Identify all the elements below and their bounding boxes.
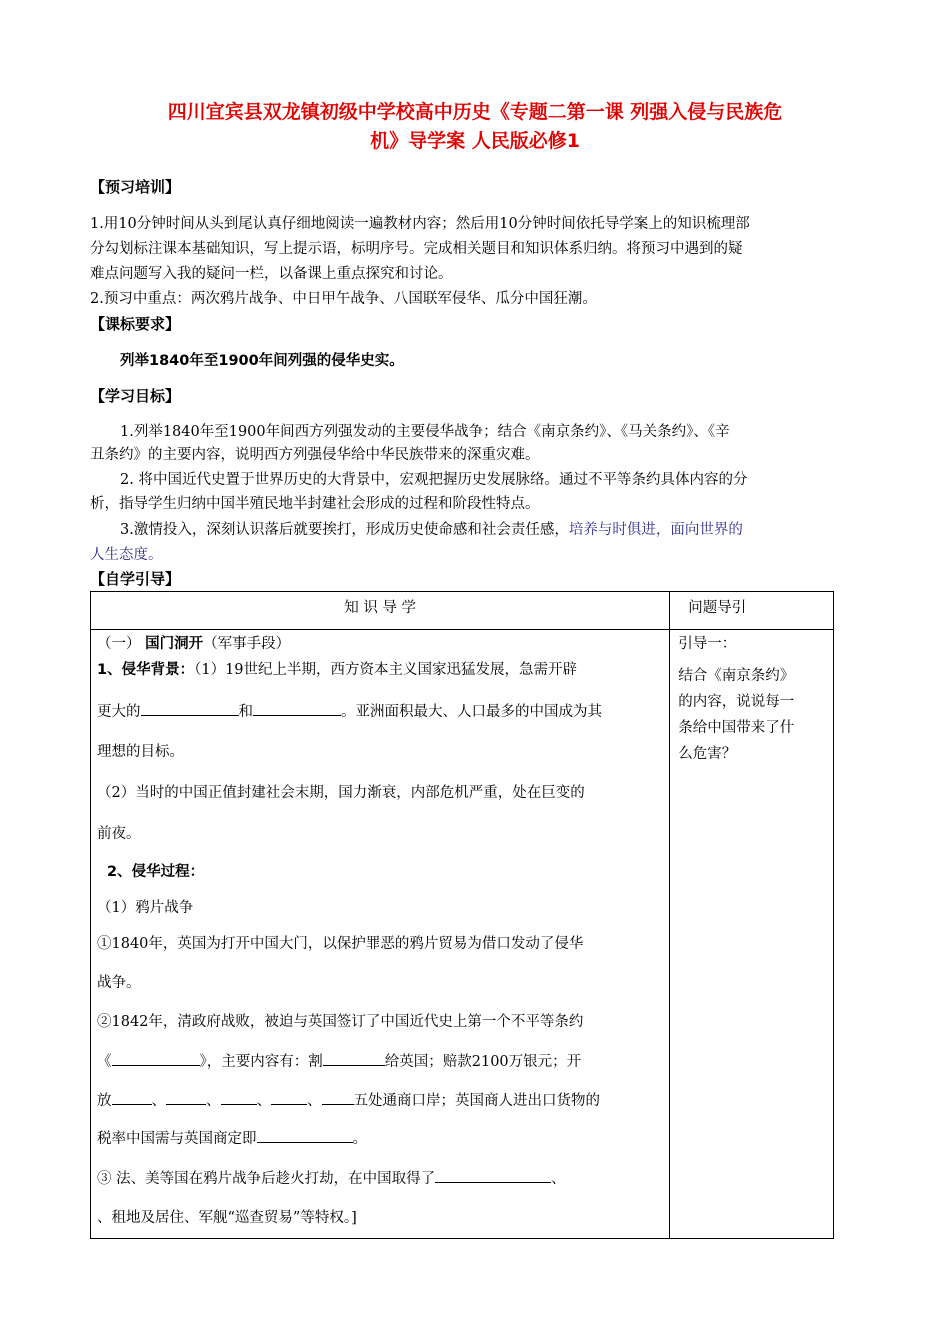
process-label: 2、侵华过程：	[107, 864, 205, 880]
blank-field[interactable]	[271, 1090, 307, 1105]
col-knowledge-header: 知 识 导 学	[91, 592, 670, 630]
question-line-4: 么危害？	[678, 746, 737, 762]
blank-field[interactable]	[322, 1090, 354, 1105]
knowledge-cell	[91, 630, 670, 1239]
preview-p1-line2: 分勾划标注课本基础知识，写上提示语，标明序号。完成相关题目和知识体系归纳。将预习中遇到的疑	[90, 241, 743, 257]
objective-1-line2: 丑条约》的主要内容，说明西方列强侵华给中华民族带来的深重灾难。	[90, 447, 540, 463]
objective-3-line1-b: 培养与时俱进，面向世界的	[568, 522, 743, 538]
opium-war-heading: （1）鸦片战争	[97, 900, 194, 916]
opium-item-2-line1: ②1842年，清政府战败，被迫与英国签订了中国近代史上第一个不平等条约	[97, 1014, 584, 1030]
objective-2-line1: 2. 将中国近代史置于世界历史的大背景中，宏观把握历史发展脉络。通过不平等条约具体内容的分	[120, 472, 748, 488]
blank-field[interactable]	[141, 701, 239, 716]
blank-field[interactable]	[323, 1051, 385, 1066]
preview-p1-line3: 难点问题写入我的疑问一栏，以备课上重点探究和讨论。	[90, 266, 453, 282]
section-title: （一） 国门洞开（军事手段）	[97, 636, 291, 652]
opium-item-2-line3: 放 、 、 、 、 五处通商口岸；英国商人进出口货物的	[97, 1090, 600, 1111]
question-line-1: 结合《南京条约》	[678, 668, 795, 684]
preview-heading: 【预习培训】	[90, 178, 181, 196]
blank-field[interactable]	[112, 1090, 152, 1105]
preview-p2: 2.预习中重点：两次鸦片战争、中日甲午战争、八国联军侵华、瓜分中国狂潮。	[90, 291, 597, 307]
objectives-heading: 【学习目标】	[90, 387, 181, 405]
col-question-header: 问题导引	[670, 592, 834, 630]
objective-3-line1-a: 3.激情投入，深刻认识落后就要挨打，形成历史使命感和社会责任感，	[120, 522, 569, 538]
blank-field[interactable]	[253, 701, 341, 716]
background-line-1: 1、侵华背景：（1）19世纪上半期，西方资本主义国家迅猛发展，急需开辟	[97, 662, 578, 678]
standard-heading: 【课标要求】	[90, 315, 181, 333]
opium-item-2-line4: 税率中国需与英国商定即 。	[97, 1128, 367, 1149]
opium-item-3-line2: 、租地及居住、军舰“巡查贸易”等特权。]	[97, 1210, 357, 1226]
opium-item-2-line2: 《 》，主要内容有：割 给英国；赔款2100万银元；开	[97, 1051, 581, 1072]
question-cell	[670, 630, 834, 1239]
background-line-3: 理想的目标。	[97, 744, 184, 760]
opium-item-1-line1: ①1840年，英国为打开中国大门，以保护罪恶的鸦片贸易为借口发动了侵华	[97, 936, 584, 952]
question-line-2: 的内容，说说每一	[678, 694, 795, 710]
background-line-2: 更大的 和 。亚洲面积最大、人口最多的中国成为其	[97, 701, 602, 722]
objective-1-line1: 1.列举1840年至1900年间西方列强发动的主要侵华战争；结合《南京条约》、《马关条约》、《辛	[120, 424, 730, 440]
blank-field[interactable]	[166, 1090, 206, 1105]
question-label: 引导一：	[678, 636, 737, 652]
opium-item-1-line2: 战争。	[97, 975, 141, 991]
guide-heading: 【自学引导】	[90, 570, 181, 588]
background-line-4: （2）当时的中国正值封建社会末期，国力渐衰，内部危机严重，处在巨变的	[97, 785, 585, 801]
preview-p1-line1: 1.用10分钟时间从头到尾认真仔细地阅读一遍教材内容；然后用10分钟时间依托导学案上的知识梳理部	[90, 216, 750, 232]
guide-table	[90, 591, 834, 1239]
document-title	[90, 98, 860, 156]
blank-field[interactable]	[435, 1168, 551, 1183]
opium-item-3-line1: ③ 法、美等国在鸦片战争后趁火打劫，在中国取得了 、	[97, 1168, 566, 1189]
blank-field[interactable]	[221, 1090, 257, 1105]
standard-text: 列举1840年至1900年间列强的侵华史实。	[120, 353, 404, 369]
objective-3-line2: 人生态度。	[90, 547, 163, 563]
question-line-3: 条给中国带来了什	[678, 720, 795, 736]
blank-field[interactable]	[112, 1051, 200, 1066]
title-line-2: 机》导学案 人民版必修1	[370, 130, 580, 152]
blank-field[interactable]	[257, 1128, 353, 1143]
objective-3-line1	[120, 520, 743, 540]
objective-2-line2: 析，指导学生归纳中国半殖民地半封建社会形成的过程和阶段性特点。	[90, 496, 540, 512]
title-line-1: 四川宜宾县双龙镇初级中学校高中历史《专题二第一课 列强入侵与民族危	[167, 101, 783, 123]
background-line-5: 前夜。	[97, 826, 141, 842]
